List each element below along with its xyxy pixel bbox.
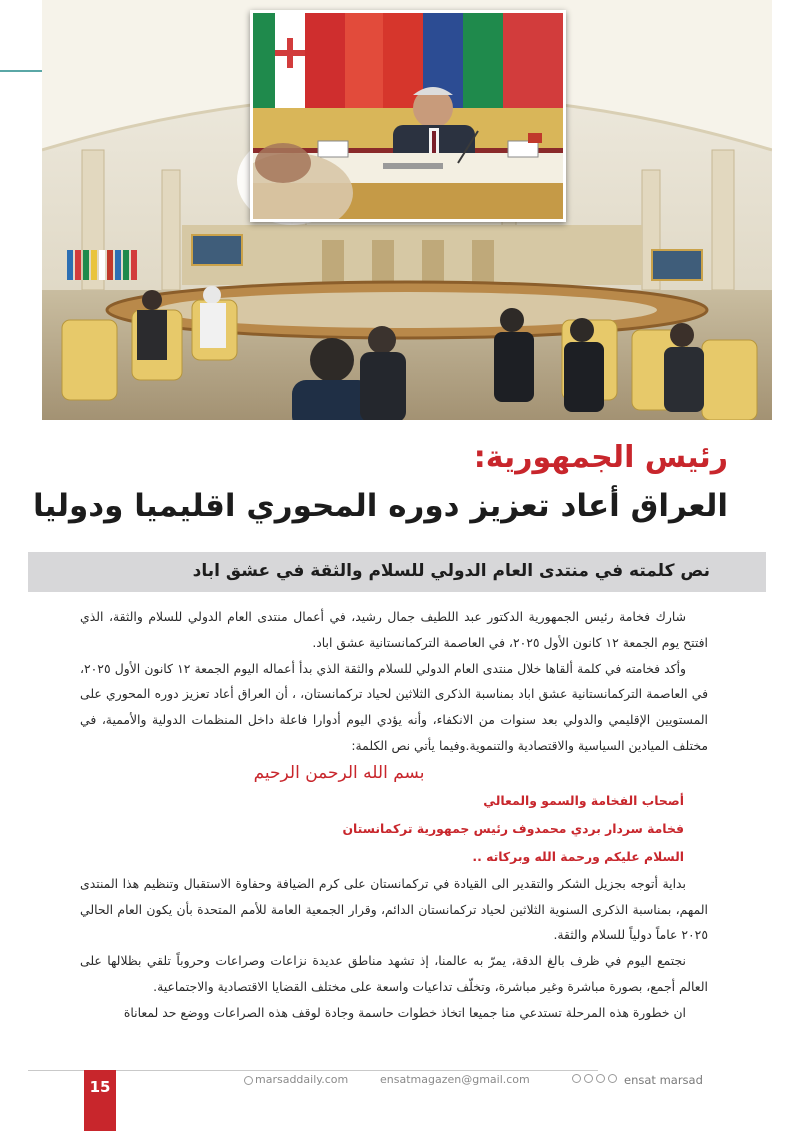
- twitter-icon[interactable]: [584, 1074, 593, 1083]
- instagram-icon[interactable]: [596, 1074, 605, 1083]
- globe-icon: [244, 1076, 253, 1085]
- greeting-line: فخامة سردار بردي محمدوف رئيس جمهورية تركمانستان: [342, 820, 684, 836]
- decorative-accent-line: [0, 70, 42, 72]
- greeting-line: أصحاب الفخامة والسمو والمعالي: [483, 792, 684, 808]
- article-paragraph: نجتمع اليوم في ظرف بالغ الدقة، يمرّ به عالمنا، إذ تشهد مناطق عديدة نزاعات وصراعات وحروباً تلقي بظلالها على العالم أجمع، بصورة مباشرة وغير مباشرة، وتخلّف تداعيات واسعة على مختلف القضايا الاقتصادية والاجتماعية.: [80, 953, 708, 994]
- social-icons: [572, 1074, 617, 1083]
- article-paragraph: بداية أتوجه بجزيل الشكر والتقدير الى القيادة في تركمانستان على كرم الضيافة وحفاوة الاستقبال وتنظيم هذا المنتدى المهم، بمناسبة الذكرى السنوية الثلاثين لحياد تركمانستان الدائم، وقرار الجمعية العامة للأمم المتحدة بأن يكون العام الحالي ٢٠٢٥ عاماً دولياً للسلام والثقة.: [80, 875, 708, 943]
- article-body: [80, 604, 708, 1026]
- greeting-line: السلام عليكم ورحمة الله وبركاته ..: [472, 848, 684, 864]
- facebook-icon[interactable]: [572, 1074, 581, 1083]
- footer-website-text: marsaddaily.com: [255, 1073, 349, 1086]
- article-paragraph: ان خطورة هذه المرحلة تستدعي منا جميعا اتخاذ خطوات حاسمة وجادة لوقف هذه الصراعات ووضع حد لمعاناة: [123, 1004, 686, 1020]
- page-number-tab: [84, 1070, 116, 1131]
- subheading-bar: [28, 552, 766, 592]
- article-paragraph: شارك فخامة رئيس الجمهورية الدكتور عبد اللطيف جمال رشيد، في أعمال منتدى العام الدولي للسلام والثقة، الذي افتتح يوم الجمعة ١٢ كانون الأول ٢٠٢٥، في العاصمة التركمانستانية عشق اباد.: [80, 609, 708, 650]
- youtube-icon[interactable]: [608, 1074, 617, 1083]
- footer-brand: ensat marsad: [624, 1073, 703, 1087]
- basmala: بسم الله الرحمن الرحيم: [253, 762, 425, 783]
- headline-title: العراق أعاد تعزيز دوره المحوري اقليميا ودوليا: [33, 488, 728, 524]
- footer-website[interactable]: [244, 1073, 348, 1086]
- footer-email[interactable]: ensatmagazen@gmail.com: [380, 1073, 530, 1086]
- inset-photo-president: [250, 10, 566, 222]
- headline-kicker: رئيس الجمهورية:: [473, 440, 728, 475]
- article-paragraph: وأكد فخامته في كلمة ألقاها خلال منتدى العام الدولي للسلام والثقة الذي بدأ أعماله اليوم الجمعة ١٢ كانون الأول ٢٠٢٥، في العاصمة التركمانستانية عشق اباد بمناسبة الذكرى الثلاثين لحياد تركمانستان، ، أن العراق أعاد تعزيز دوره المحوري على المستويين الإقليمي والدولي بعد سنوات من الانكفاء، وأنه يؤدي اليوم أدوارا فاعلة داخل المنظمات الدولية والأممية، في مختلف الميادين السياسية والاقتصادية والتنموية.وفيما يأتي نص الكلمة:: [80, 660, 708, 753]
- page-number: 15: [89, 1078, 111, 1096]
- subheading-text: نص كلمته في منتدى العام الدولي للسلام والثقة في عشق اباد: [192, 561, 710, 581]
